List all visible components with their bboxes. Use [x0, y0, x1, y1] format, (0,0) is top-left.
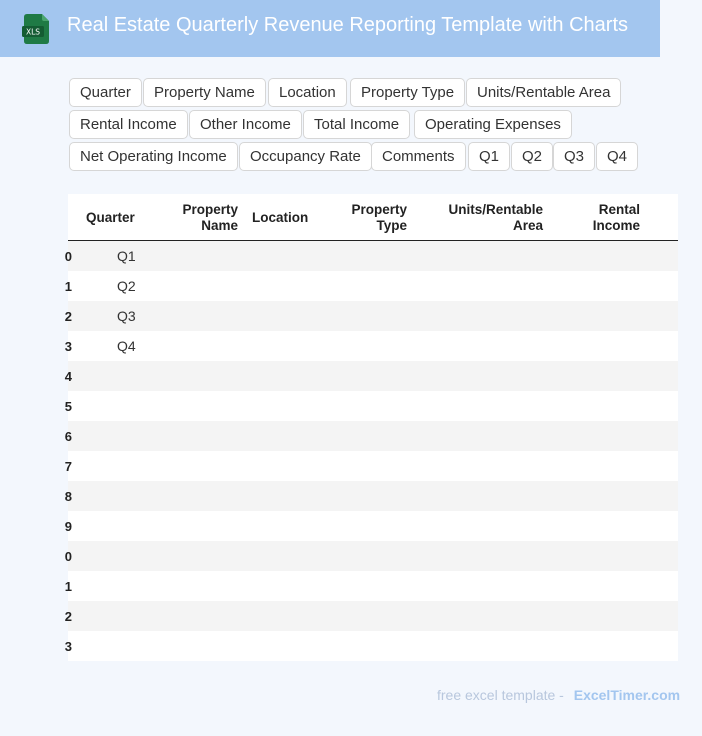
- row-index: 4: [64, 369, 72, 384]
- cell-quarter: Q3: [117, 308, 136, 324]
- tag-q1[interactable]: Q1: [468, 142, 510, 171]
- table-row[interactable]: [64, 511, 678, 541]
- tag-q3[interactable]: Q3: [553, 142, 595, 171]
- col-header-quarter: Quarter: [86, 210, 135, 225]
- table-row[interactable]: [64, 541, 678, 571]
- footer-credit: [437, 687, 680, 703]
- row-index: 9: [64, 519, 72, 534]
- tag-total-income[interactable]: Total Income: [303, 110, 410, 139]
- table-header: [68, 194, 678, 241]
- tag-units-rentable-area[interactable]: Units/Rentable Area: [466, 78, 621, 107]
- tag-quarter[interactable]: Quarter: [69, 78, 142, 107]
- row-index: 5: [64, 399, 72, 414]
- table-row[interactable]: [64, 391, 678, 421]
- table-row[interactable]: [64, 241, 678, 271]
- table-row[interactable]: [64, 331, 678, 361]
- row-index: 6: [64, 429, 72, 444]
- tag-net-operating-income[interactable]: Net Operating Income: [69, 142, 238, 171]
- tag-location[interactable]: Location: [268, 78, 347, 107]
- tag-q4[interactable]: Q4: [596, 142, 638, 171]
- row-index: 1: [64, 279, 72, 294]
- row-index: 2: [64, 309, 72, 324]
- tag-property-type[interactable]: Property Type: [350, 78, 465, 107]
- tag-operating-expenses[interactable]: Operating Expenses: [414, 110, 572, 139]
- tag-other-income[interactable]: Other Income: [189, 110, 302, 139]
- table-row[interactable]: [64, 631, 678, 661]
- row-index: 3: [64, 639, 72, 654]
- col-header-units-rentable-area: Units/Rentable Area: [448, 202, 543, 233]
- page-title: Real Estate Quarterly Revenue Reporting Template with Charts: [67, 14, 629, 36]
- tag-occupancy-rate[interactable]: Occupancy Rate: [239, 142, 372, 171]
- row-index: 1: [64, 579, 72, 594]
- table-row[interactable]: [64, 361, 678, 391]
- footer-prefix: free excel template -: [437, 687, 564, 703]
- table-row[interactable]: [64, 271, 678, 301]
- tag-q2[interactable]: Q2: [511, 142, 553, 171]
- cell-quarter: Q1: [117, 248, 136, 264]
- table-row[interactable]: [64, 571, 678, 601]
- row-index: 0: [64, 249, 72, 264]
- row-index: 2: [64, 609, 72, 624]
- row-index: 7: [64, 459, 72, 474]
- cell-quarter: Q4: [117, 338, 136, 354]
- table-row[interactable]: [64, 601, 678, 631]
- tag-property-name[interactable]: Property Name: [143, 78, 266, 107]
- col-header-rental-income: Rental Income: [592, 202, 640, 233]
- footer-brand-link[interactable]: ExcelTimer.com: [573, 687, 681, 703]
- header-bar: [0, 0, 660, 57]
- tag-comments[interactable]: Comments: [371, 142, 466, 171]
- excel-file-icon: [22, 14, 49, 44]
- table-row[interactable]: [64, 481, 678, 511]
- row-index: 3: [64, 339, 72, 354]
- col-header-property-name: Property Name: [182, 202, 238, 233]
- table-row[interactable]: [64, 301, 678, 331]
- table-row[interactable]: [64, 451, 678, 481]
- svg-text:XLS: XLS: [25, 27, 41, 37]
- cell-quarter: Q2: [117, 278, 136, 294]
- col-header-property-type: Property Type: [351, 202, 407, 233]
- col-header-location: Location: [252, 210, 309, 225]
- table-row[interactable]: [64, 421, 678, 451]
- row-index: 8: [64, 489, 72, 504]
- row-index: 0: [64, 549, 72, 564]
- data-table: [64, 194, 678, 661]
- tag-rental-income[interactable]: Rental Income: [69, 110, 188, 139]
